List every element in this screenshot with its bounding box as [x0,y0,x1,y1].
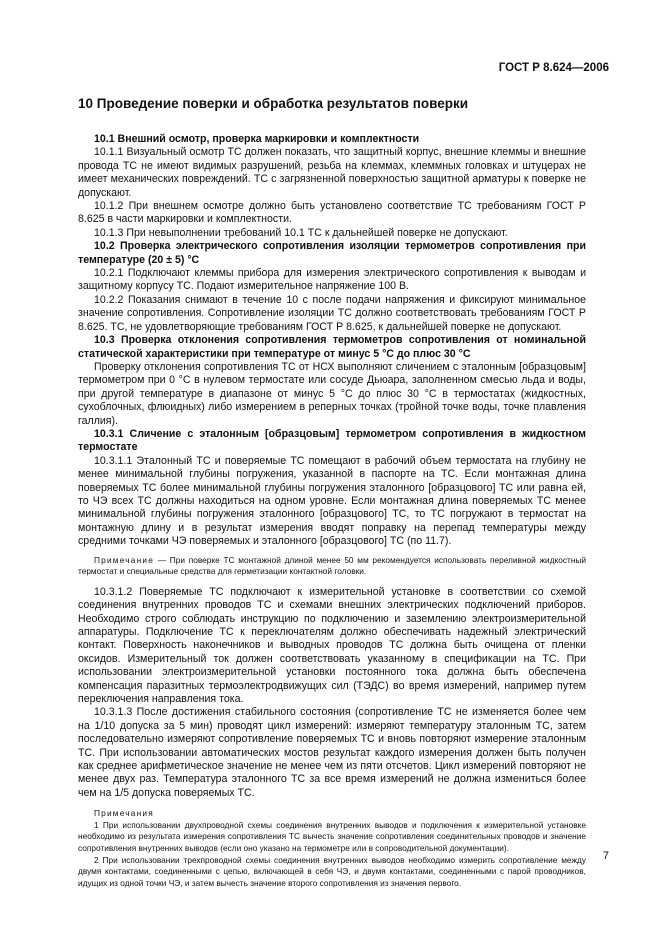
paragraph-10-3-1-3: 10.3.1.3 После достижения стабильного состояния (сопротивление ТС не изменяется более чем на 1/10 допуска за 5 мин) проводят цикл измерений: измеряют температуру эталонным ТС, затем последовательно измеряют сопротивление поверяемых ТС и вновь повторяют измерение эталонным ТС. При использовании автоматических мостов результат каждого измерения должен быть получен как среднее арифметическое значение не менее чем из пяти отсчетов. Цикл измерений повторяют не менее двух раз. Температура эталонного ТС за все время измерений не должна измениться более чем на 1/5 допуска поверяемых ТС. [78,706,586,799]
note-10-3-1-1 [78,555,586,578]
paragraph-10-1-1: 10.1.1 Визуальный осмотр ТС должен показать, что защитный корпус, внешние клеммы и внешние провода ТС не имеют видимых разрушений, резьба на клеммах, клеммных головках и штуцерах не имеет механических повреждений. ТС с загрязненной поверхностью защитной арматуры к поверке не допускают. [78,146,586,199]
paragraph-10-2-1: 10.2.1 Подключают клеммы прибора для измерения электрического сопротивления к выводам и защитному корпусу ТС. Подают измерительное напряжение 100 В. [78,267,586,293]
note-text: — При поверке ТС монтажной длиной менее 50 мм рекомендуется использовать переливной жидкостный термостат и специальные средства для герметизации контактной головки. [78,554,586,577]
paragraph-10-3-1-1: 10.3.1.1 Эталонный ТС и поверяемые ТС помещают в рабочий объем термостата на глубину не менее минимальной глубины погружения, указанной в паспорте на ТС. Если монтажная длина поверяемых ТС более минимальной глубины погружения эталонного [образцового] ТС или равна ей, то ЧЭ всех ТС должны находиться на одном уровне. Если монтажная длина поверяемых ТС менее минимальной глубины погружения эталонного [образцового] ТС, то ТС погружают в термостат на монтажную длину и в результат измерения вводят поправку на перепад температуры между средними точками ЧЭ поверяемых и эталонного [образцового] ТС (по 11.7). [78,454,586,548]
document-code: ГОСТ Р 8.624—2006 [498,62,609,74]
section-title: 10 Проведение поверки и обработка результатов поверки [78,96,469,111]
page-content [78,96,586,889]
paragraph-10-1-2: 10.1.2 При внешнем осмотре должно быть установлено соответствие ТС требованиям ГОСТ Р 8.625 в части маркировки и комплектности. [78,200,586,226]
paragraph-10-2-2: 10.2.2 Показания снимают в течение 10 с после подачи напряжения и фиксируют минимальное значение сопротивления. Сопротивление изоляции ТС должно соответствовать требованиям ГОСТ Р 8.625. ТС, не удовлетворяющие требованиям ГОСТ Р 8.625, к дальнейшей поверке не допускают. [78,293,586,333]
note-2: 2 При использовании трехпроводной схемы соединения внутренних выводов необходимо измерить сопротивление между двумя контактами, соединенными с цепью, включающей в себя ЧЭ, и двумя контактами, соединенными с парой проводников, идущих из одной точки ЧЭ, и затем вычесть значение второго сопротивления из значения первого. [78,854,586,888]
note-label: Примечание [94,554,155,565]
subsection-10-3-title: 10.3 Проверка отклонения сопротивления термометров сопротивления от номинальной статической характеристики при температуре от минус 5 °С до плюс 30 °С [78,334,586,360]
note-1: 1 При использовании двухпроводной схемы соединения внутренних выводов и подключения к измерительной установке необходимо из результата измерения сопротивления ТС вычесть значение сопротивления соединительных проводов и значение сопротивления внутренних выводов (если оно указано на термометре или в сопроводительной документации). [78,819,586,854]
subsection-10-3-1-title: 10.3.1 Сличение с эталонным [образцовым] термометром сопротивления в жидкостном термостате [78,427,586,454]
paragraph-10-1-3: 10.1.3 При невыполнении требований 10.1 ТС к дальнейшей поверке не допускают. [94,226,508,239]
paragraph-10-3-intro: Проверку отклонения сопротивления ТС от НСХ выполняют сличением с эталонным [образцовым] термометром при 0 °С в нулевом термостате или сосуде Дьюара, заполненном смесью льда и воды, при другой температуре в диапазоне от минус 5 °С до плюс 30 °С в термостатах (жидкостных, сухоблочных, флюидных) либо измерением в реперных точках (тройной точке воды, точке плавления галлия). [78,360,586,427]
page-number: 7 [602,850,609,862]
subsection-10-1-title: 10.1 Внешний осмотр, проверка маркировки и комплектности [94,133,420,145]
paragraph-10-3-1-2: 10.3.1.2 Поверяемые ТС подключают к измерительной установке в соответствии со схемой соединения внутренних проводов ТС и схемами внешних электрических подключений приборов. Необходимо строго соблюдать инструкцию по подключению и заземлению электроизмерительной аппаратуры. Подключение ТС к переключателям должно обеспечивать надежный электрический контакт. Поверхность наконечников и выводных проводов ТС должна быть очищена от пленки оксидов. Измерительный ток должен соответствовать указанному в спецификации на ТС. При использовании электроизмерительной установки постоянного тока должна быть обеспечена компенсация паразитных термоэлектродвижущих сил (ТЭДС) во время измерений, например путем переключения направления тока. [78,585,586,706]
notes-heading: Примечания [94,808,154,819]
subsection-10-2-title: 10.2 Проверка электрического сопротивления изоляции термометров сопротивления при температуре (20 ± 5) °С [78,240,586,266]
